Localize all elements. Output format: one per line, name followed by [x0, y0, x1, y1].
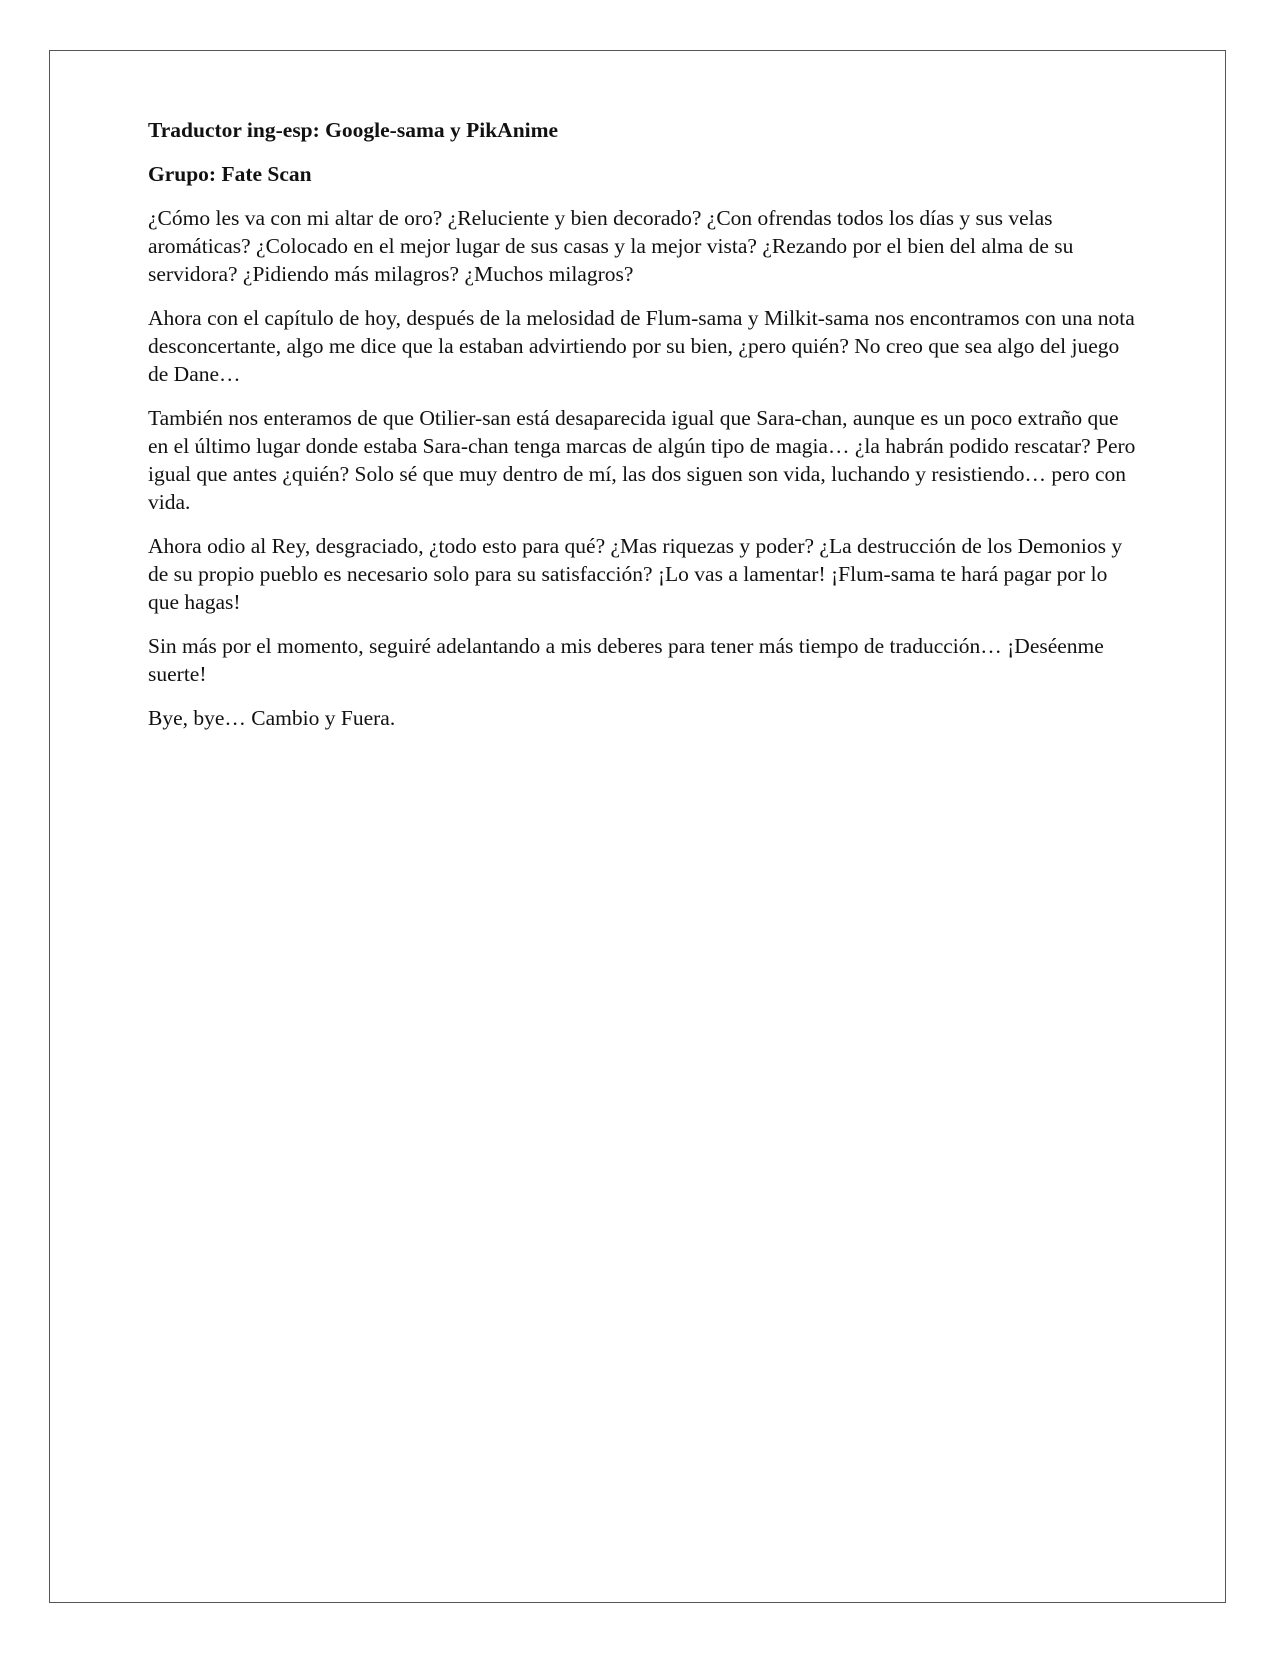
paragraph-signoff: Bye, bye… Cambio y Fuera. [148, 706, 396, 730]
paragraph-chapter: Ahora con el capítulo de hoy, después de la melosidad de Flum-sama y Milkit-sama nos encontramos con una nota desconcertante, algo me dice que la estaban advirtiendo por su bien, ¿pero quién? No creo que sea algo del juego de Dane… [148, 306, 1135, 386]
document-body [148, 116, 1138, 748]
paragraph-king: Ahora odio al Rey, desgraciado, ¿todo esto para qué? ¿Mas riquezas y poder? ¿La destrucción de los Demonios y de su propio pueblo es necesario solo para su satisfacción? ¡Lo vas a lamentar! ¡Flum-sama te hará pagar por lo que hagas! [148, 534, 1123, 614]
group-heading: Grupo: Fate Scan [148, 162, 312, 186]
paragraph-closing: Sin más por el momento, seguiré adelantando a mis deberes para tener más tiempo de traducción… ¡Deséenme suerte! [148, 634, 1104, 686]
translator-heading: Traductor ing-esp: Google-sama y PikAnime [148, 118, 559, 142]
paragraph-altar: ¿Cómo les va con mi altar de oro? ¿Reluciente y bien decorado? ¿Con ofrendas todos los días y sus velas aromáticas? ¿Colocado en el mejor lugar de sus casas y la mejor vista? ¿Rezando por el bien del alma de su servidora? ¿Pidiendo más milagros? ¿Muchos milagros? [148, 206, 1074, 286]
paragraph-otilier: También nos enteramos de que Otilier-san está desaparecida igual que Sara-chan, aunque es un poco extraño que en el último lugar donde estaba Sara-chan tenga marcas de algún tipo de magia… ¿la habrán podido rescatar? Pero igual que antes ¿quién? Solo sé que muy dentro de mí, las dos siguen son vida, luchando y resistiendo… pero con vida. [148, 406, 1136, 514]
